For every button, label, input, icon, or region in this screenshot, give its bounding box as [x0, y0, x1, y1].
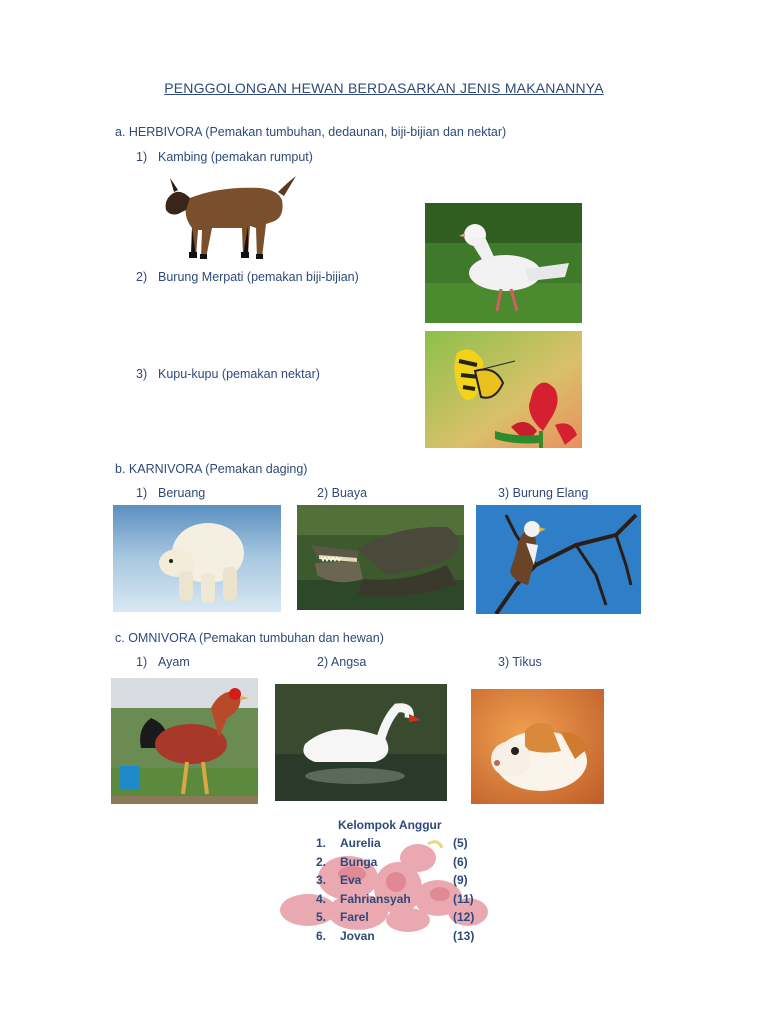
herbivora-item-goat: 1) Kambing (pemakan rumput): [136, 150, 313, 164]
omnivora-heading: c. OMNIVORA (Pemakan tumbuhan dan hewan): [115, 631, 384, 645]
goat-image: [160, 170, 300, 262]
eagle-image: [476, 505, 641, 614]
group-title: Kelompok Anggur: [338, 818, 442, 832]
karnivora-item-eagle: 3) Burung Elang: [498, 486, 589, 500]
pigeon-image: [425, 203, 582, 323]
herbivora-heading: a. HERBIVORA (Pemakan tumbuhan, dedaunan, biji-bijian dan nektar): [115, 125, 507, 139]
butterfly-image: [425, 331, 582, 448]
herbivora-item-butterfly: 3) Kupu-kupu (pemakan nektar): [136, 367, 320, 381]
rooster-image: [111, 678, 258, 804]
omnivora-item-rat: 3) Tikus: [498, 655, 542, 669]
karnivora-heading: b. KARNIVORA (Pemakan daging): [115, 462, 308, 476]
karnivora-item-crocodile: 2) Buaya: [317, 486, 368, 500]
omnivora-item-chicken: 1) Ayam: [136, 655, 190, 669]
swan-image: [275, 684, 447, 801]
omnivora-item-swan: 2) Angsa: [317, 655, 367, 669]
herbivora-item-pigeon: 2) Burung Merpati (pemakan biji-bijian): [136, 270, 359, 284]
karnivora-item-bear: 1) Beruang: [136, 486, 206, 500]
polar-bear-image: [113, 505, 281, 612]
page-title: PENGGOLONGAN HEWAN BERDASARKAN JENIS MAKANANNYA: [164, 80, 604, 96]
guinea-pig-image: [471, 689, 604, 804]
crocodile-image: [297, 505, 464, 610]
